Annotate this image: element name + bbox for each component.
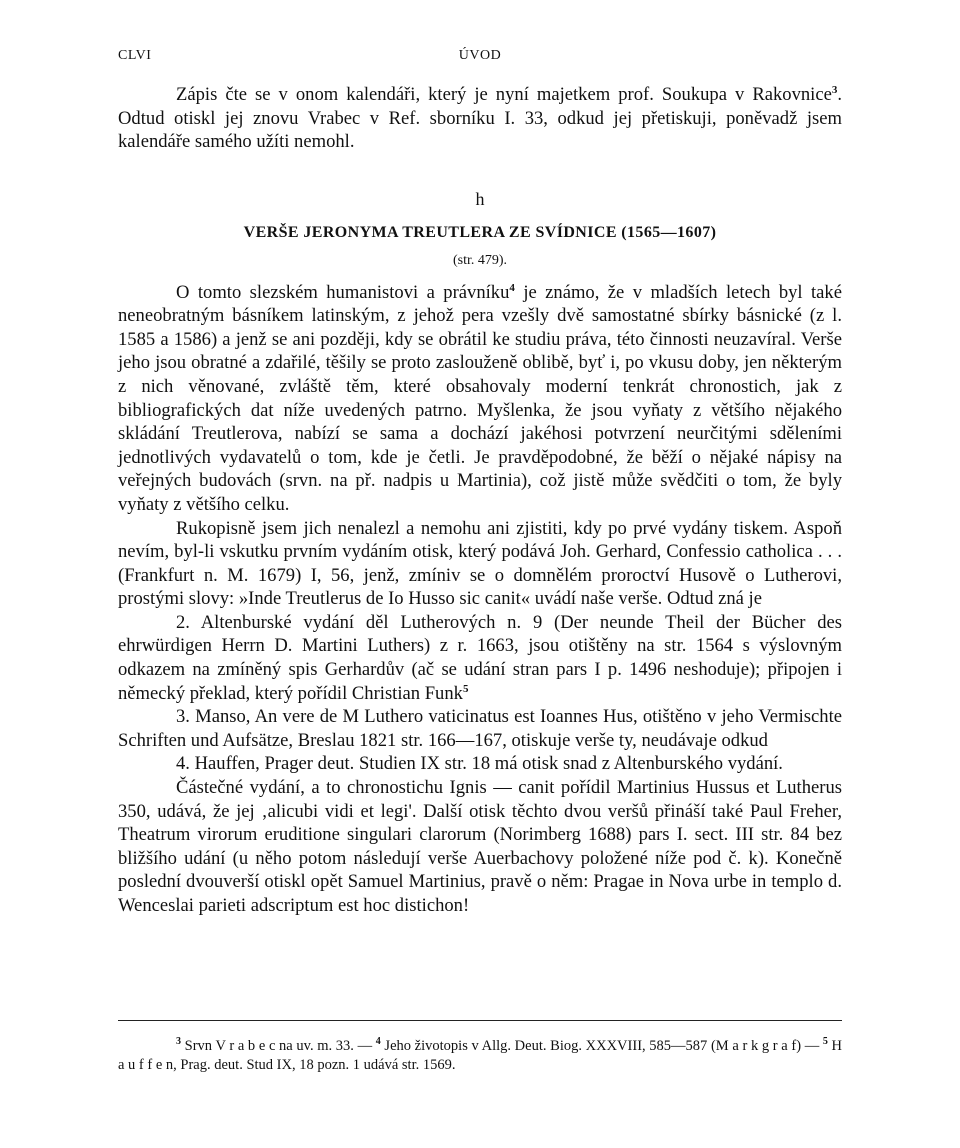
footnote-text-5: H a u f f e n, Prag. deut. Stud IX, 18 pozn. 1 udává str. 1569.: [118, 1038, 842, 1073]
footnote-number-4: 4: [375, 1036, 381, 1048]
paragraph-manuscript: Rukopisně jsem jich nenalezl a nemohu ani zjistiti, kdy po prvé vydány tiskem. Aspoň nevím, byl-li vskutku prvním vydáním otisk, který podává Joh. Gerhard, Confessio catholica . . . (Frankfurt n. M. 1679) I, 56, jenž, zmíniv se o domnělém proroctví Husově o Lutherovi, prostými slovy: »Inde Treutlerus de Io Husso sic canit« uvádí naše verše. Odtud zná je: [118, 517, 842, 610]
section-subtitle: (str. 479).: [452, 252, 508, 268]
footnote-ref-5: 5: [462, 682, 469, 695]
running-title: ÚVOD: [458, 48, 502, 63]
paragraph-humanist-b: je známo, že v mladších letech byl také neneobratným básníkem latinským, z jehož pera vzešly dvě samostatné sbírky básnické (z l. 1585 a 1586) a jenž se ani později, kdy se obrátil ke studiu práva, této činnosti neuzavíral. Verše jeho jsou obratné a zdařilé, těšily se proto zaslouženě oblibě, byť i, po vkusu doby, jen některým z nich věnované, zvláště těm, které obsahovaly moderní tenkrát chronostich, jak z bibliografických dat níže uvedených patrno. Myšlenka, že jsou vyňaty z většího nějakého skládání Treutlerova, nabízí se sama a dochází jakéhosi potvrzení neurčitými sděleními jednotlivých vydavatelů o tom, kde je četli. Je pravděpodobné, že běží o nějaké nápisy na veřejných budovách (srvn. na př. nadpis u Martinia), což jistě může svědčiti o tom, že byly vyňaty z většího celku.: [118, 281, 842, 515]
intro-text-a: Zápis čte se v onom kalendáři, který je nyní majetkem prof. Soukupa v Rakovnice: [176, 84, 832, 105]
footnote-divider: [118, 1020, 842, 1021]
footnote-number-3: 3: [176, 1036, 181, 1048]
footnote-number-5: 5: [822, 1036, 828, 1048]
paragraph-manso: 3. Manso, An vere de M Luthero vaticinatus est Ioannes Hus, otištěno v jeho Vermischte Schriften und Aufsätze, Breslau 1821 str. 166—167, otiskuje verše ty, neudávaje odkud: [118, 706, 842, 751]
footnote-block: [118, 1037, 842, 1075]
paragraph-hauffen: 4. Hauffen, Prager deut. Studien IX str. 18 má otisk snad z Altenburského vydání.: [176, 753, 783, 775]
page-number: CLVI: [118, 48, 152, 63]
section-letter: h: [475, 188, 485, 209]
footnotes: [118, 1037, 842, 1075]
paragraph-partial-edition: Částečné vydání, a to chronostichu Ignis — canit pořídil Martinius Hussus et Lutherus 350, udává, že jej ‚alicubi vidi et legi'. Další otisk těchto dvou veršů přináší také Paul Freher, Theatrum virorum eruditione singulari clarorum (Norimberg 1688) pars I. sect. III str. 84 bez bližšího udání (u něho potom následují verše Auerbachovy položené níže pod č. k). Konečně poslední dvouverší otiskl opět Samuel Martinius, pravě o něm: Pragae in Nova urbe in templo d. Wenceslai parieti adscriptum est hoc distichon!: [118, 777, 842, 916]
intro-paragraph: [118, 83, 842, 154]
footnote-text-3: Srvn V r a b e c na uv. m. 33. —: [181, 1038, 376, 1054]
paragraph-humanist-a: O tomto slezském humanistovi a právníku: [176, 281, 510, 303]
footnote-ref-3: 3: [831, 83, 838, 96]
footnote-text-4: Jeho životopis v Allg. Deut. Biog. XXXVIII, 585—587 (M a r k g r a f) —: [380, 1038, 823, 1054]
section-title: VERŠE JERONYMA TREUTLERA ZE SVÍDNICE (1565—1607): [243, 224, 717, 242]
main-text: [118, 83, 842, 918]
footnote-ref-4: 4: [509, 281, 515, 294]
running-header: [118, 48, 842, 68]
paragraph-humanist: [118, 281, 842, 517]
intro-text-b: . Odtud otiskl jej znovu Vrabec v Ref. sborníku I. 33, odkud jej přetiskuji, poněvadž jsem kalendáře samého užíti nemohl.: [118, 84, 842, 153]
paragraph-altenburg-text: 2. Altenburské vydání děl Lutherových n. 9 (Der neunde Theil der Bücher des ehrwürdigen Herrn D. Martini Luthers) z r. 1663, jsou otištěny na str. 1564 s výslovným odkazem na zmíněný spis Gerhardův (ač se udání stran pars I p. 1496 neshoduje); připojen i německý překlad, který pořídil Christian Funk: [118, 611, 842, 704]
paragraph-altenburg: [118, 611, 842, 705]
